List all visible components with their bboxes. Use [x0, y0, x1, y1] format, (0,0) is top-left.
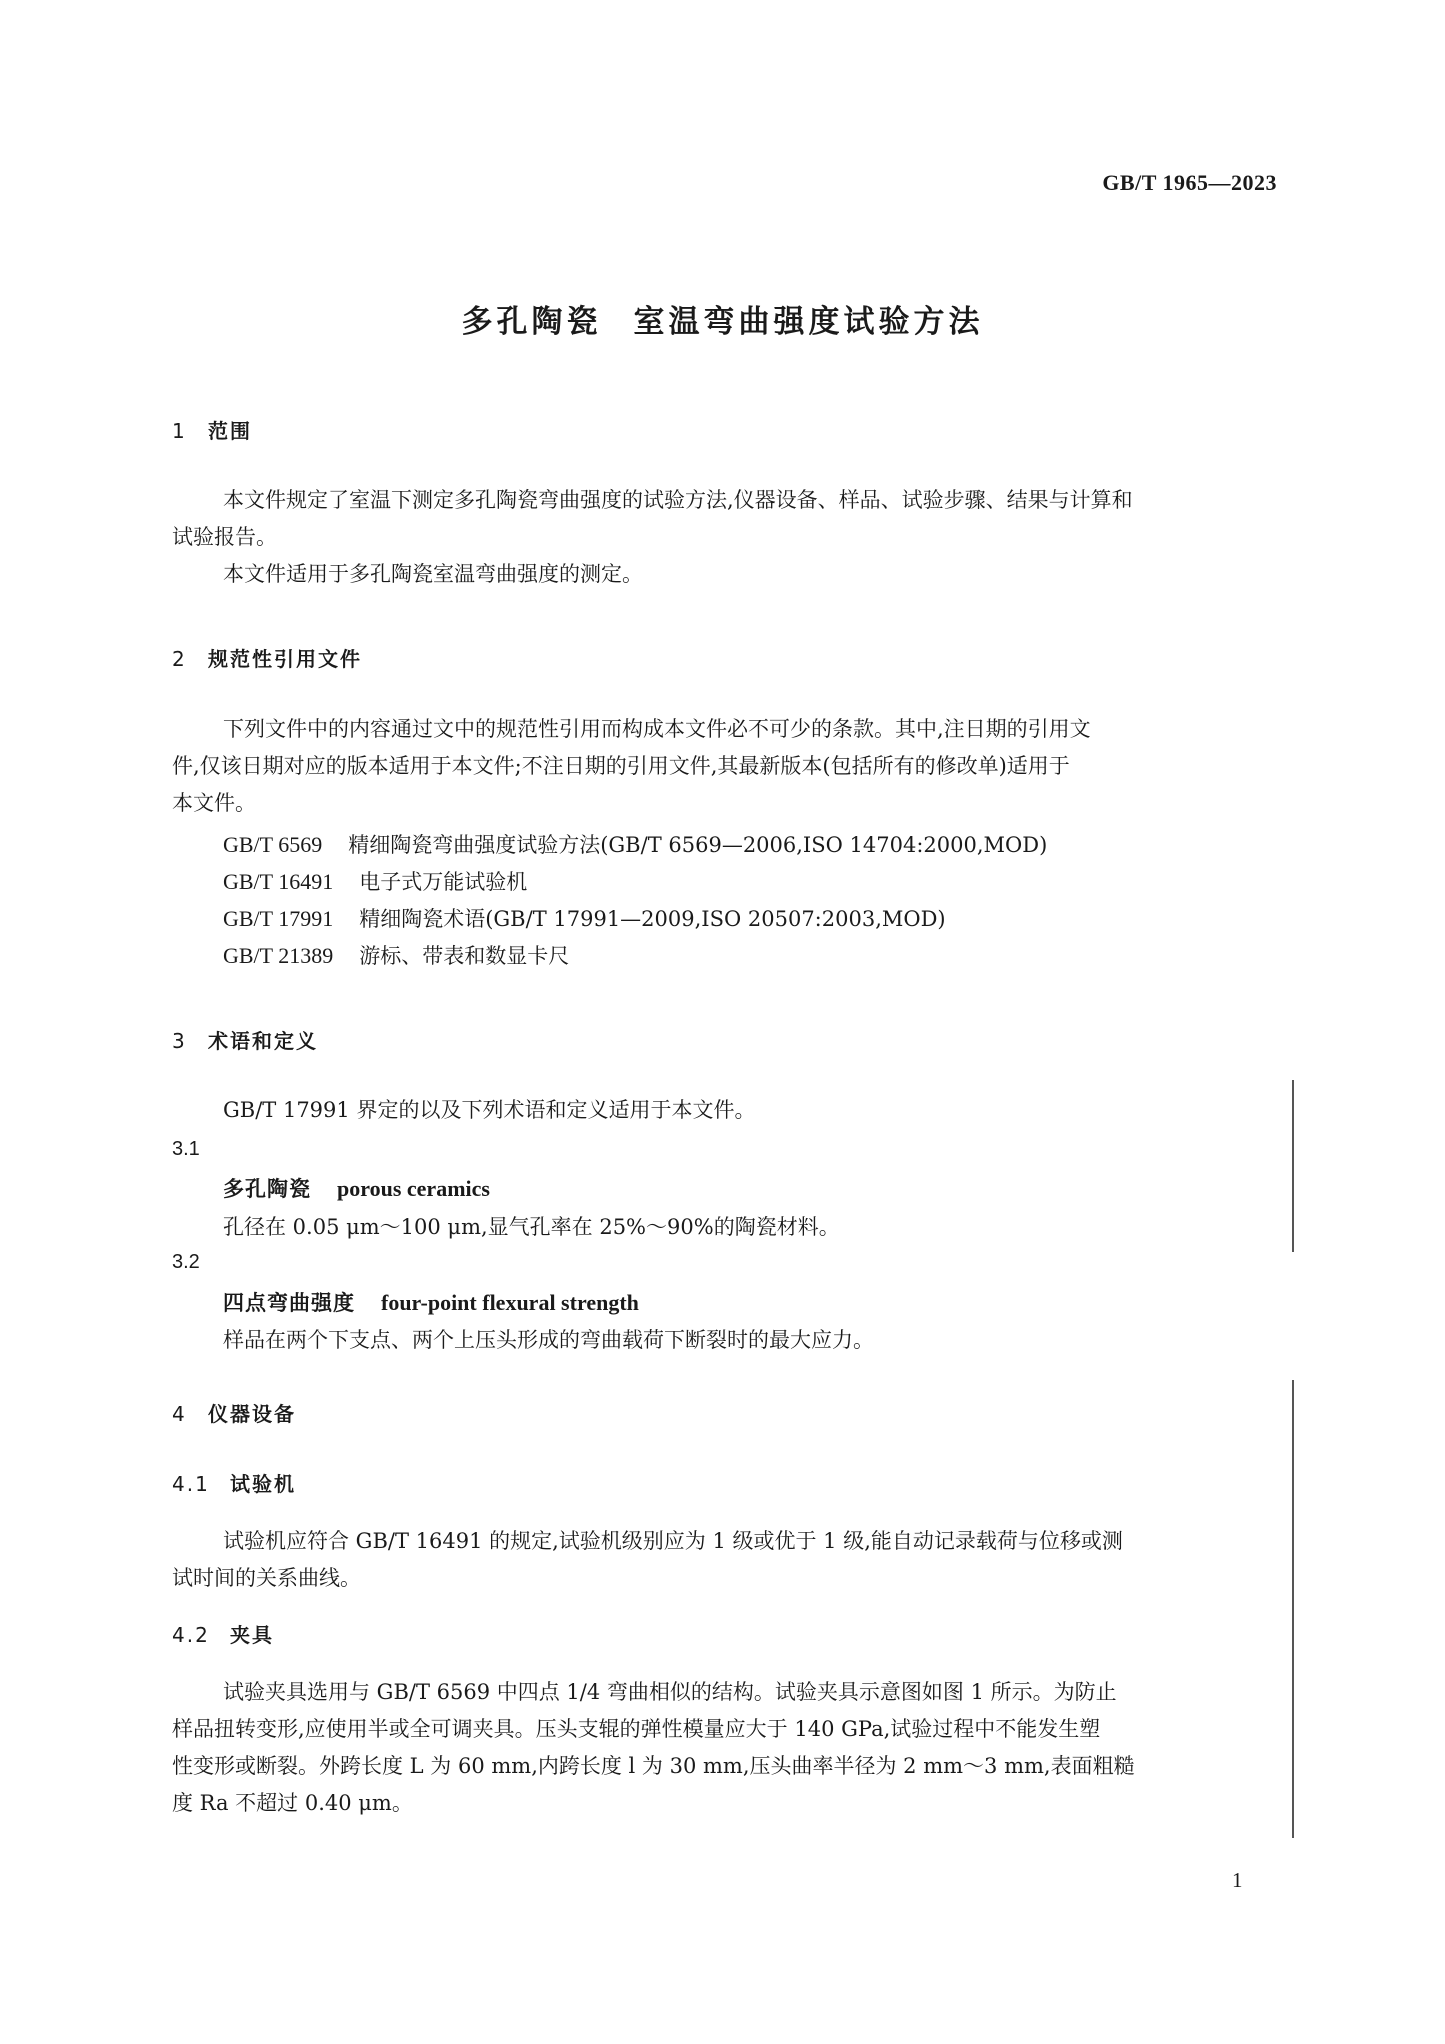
reference-item: GB/T 21389 游标、带表和数显卡尺 [223, 943, 570, 968]
term-number: 3.2 [172, 1251, 200, 1273]
section-2-heading: 2 规范性引用文件 [172, 647, 362, 671]
term-name: 四点弯曲强度 four-point flexural strength [223, 1290, 639, 1315]
section-1-heading: 1 范围 [172, 419, 252, 443]
term-name: 多孔陶瓷 porous ceramics [223, 1176, 490, 1201]
section-4-heading: 4 仪器设备 [172, 1402, 296, 1426]
title-part-2: 室温弯曲强度试验方法 [633, 304, 984, 340]
subsection-4-1-paragraph: 试验机应符合 GB/T 16491 的规定,试验机级别应为 1 级或优于 1 级,能自动记录载荷与位移或测 试时间的关系曲线。 [172, 1529, 1123, 1590]
section-3-heading: 3 术语和定义 [172, 1029, 318, 1053]
section-2-paragraph: 下列文件中的内容通过文中的规范性引用而构成本文件必不可少的条款。其中,注日期的引用文 件,仅该日期对应的版本适用于本文件;不注日期的引用文件,其最新版本(包括所有的修改单)适用于 本文件。 [172, 717, 1091, 815]
subsection-4-1-heading: 4.1 试验机 [172, 1472, 296, 1496]
section-1-paragraph-1: 本文件规定了室温下测定多孔陶瓷弯曲强度的试验方法,仪器设备、样品、试验步骤、结果与计算和 试验报告。 [172, 488, 1133, 549]
reference-item: GB/T 17991 精细陶瓷术语(GB/T 17991—2009,ISO 20507:2003,MOD) [223, 906, 946, 931]
change-bar [1292, 1080, 1294, 1252]
term-definition: 孔径在 0.05 μm～100 μm,显气孔率在 25%～90%的陶瓷材料。 [223, 1215, 840, 1239]
term-number: 3.1 [172, 1138, 200, 1160]
term-definition: 样品在两个下支点、两个上压头形成的弯曲载荷下断裂时的最大应力。 [223, 1328, 874, 1352]
standard-number: GB/T 1965—2023 [1102, 170, 1277, 195]
section-3-intro: GB/T 17991 界定的以及下列术语和定义适用于本文件。 [223, 1098, 756, 1122]
change-bar [1292, 1380, 1294, 1838]
title-part-1: 多孔陶瓷 [461, 304, 602, 340]
section-1-paragraph-2: 本文件适用于多孔陶瓷室温弯曲强度的测定。 [223, 562, 643, 586]
page-number: 1 [1232, 1868, 1243, 1892]
reference-item: GB/T 6569 精细陶瓷弯曲强度试验方法(GB/T 6569—2006,ISO 14704:2000,MOD) [223, 832, 1048, 857]
subsection-4-2-paragraph: 试验夹具选用与 GB/T 6569 中四点 1/4 弯曲相似的结构。试验夹具示意图如图 1 所示。为防止 样品扭转变形,应使用半或全可调夹具。压头支辊的弹性模量应大于 140 GPa,试验过程中不能发生塑 性变形或断裂。外跨长度 L 为 60 mm,内跨长度 l 为 30 mm,压头曲率半径为 2 mm～3 mm,表面粗糙 度 Ra 不超过 0.40 μm。 [172, 1680, 1135, 1815]
reference-item: GB/T 16491 电子式万能试验机 [223, 869, 528, 894]
document-title [0, 296, 1445, 341]
subsection-4-2-heading: 4.2 夹具 [172, 1623, 274, 1647]
